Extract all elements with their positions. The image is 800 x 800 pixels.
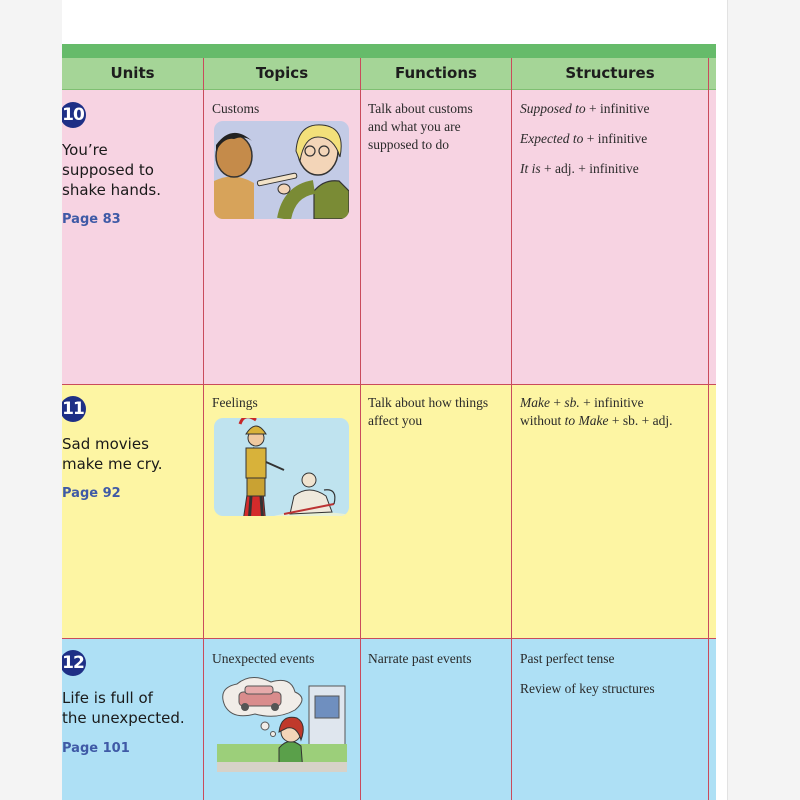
header-units: Units <box>110 64 155 82</box>
page-margin <box>727 0 800 800</box>
header-topics: Topics <box>255 64 309 82</box>
unit-title-line: the unexpected. <box>62 709 185 727</box>
structure-item: It is + adj. + infinitive <box>520 161 639 176</box>
header-functions: Functions <box>395 64 477 82</box>
column-divider <box>511 58 512 800</box>
contents-page <box>62 0 727 800</box>
customs-illustration <box>214 121 349 219</box>
topic-label: Customs <box>212 101 260 116</box>
function-text: Narrate past events <box>368 651 472 666</box>
column-divider <box>360 58 361 800</box>
unit-row-10 <box>62 90 716 384</box>
unit-title <box>62 688 200 728</box>
function-line: Talk about customs <box>368 101 473 116</box>
unit-title-line: You’re <box>62 141 108 159</box>
table-header <box>62 58 716 90</box>
function-line: supposed to do <box>368 137 449 152</box>
structure-item: Review of key structures <box>520 681 655 696</box>
unit-page-link[interactable]: Page 92 <box>62 486 121 501</box>
structure-item: Past perfect tense <box>520 651 615 666</box>
unit-title <box>62 140 200 200</box>
row-divider <box>62 384 716 385</box>
unexpected-events-illustration <box>217 676 347 772</box>
function-text <box>368 394 488 430</box>
unit-number-badge: 10 <box>62 102 86 128</box>
unit-page-link[interactable]: Page 101 <box>62 741 130 756</box>
column-divider <box>708 58 709 800</box>
unit-page-link[interactable]: Page 83 <box>62 212 121 227</box>
structure-item: Supposed to + infinitive <box>520 101 650 116</box>
header-structures: Structures <box>565 64 655 82</box>
unit-title-line: Sad movies <box>62 435 149 453</box>
topic-label: Feelings <box>212 395 258 410</box>
row-divider <box>62 638 716 639</box>
unit-title <box>62 434 200 474</box>
unit-row-11 <box>62 384 716 638</box>
unit-title-line: make me cry. <box>62 455 163 473</box>
topic-label: Unexpected events <box>212 651 315 666</box>
function-line: affect you <box>368 413 423 428</box>
unit-row-12 <box>62 638 716 800</box>
function-line: and what you are <box>368 119 461 134</box>
unit-number-badge: 12 <box>62 650 86 676</box>
unit-title-line: shake hands. <box>62 181 161 199</box>
unit-title-line: supposed to <box>62 161 154 179</box>
header-top-band <box>62 44 716 58</box>
structure-item: without to Make + sb. + adj. <box>520 413 673 428</box>
function-line: Talk about how things <box>368 395 489 410</box>
column-divider <box>203 58 204 800</box>
unit-title-line: Life is full of <box>62 689 153 707</box>
structure-item: Make + sb. + infinitive <box>520 395 644 410</box>
unit-number-badge: 11 <box>62 396 86 422</box>
function-text <box>368 100 473 154</box>
structure-item: Expected to + infinitive <box>520 131 648 146</box>
feelings-illustration <box>214 418 349 516</box>
